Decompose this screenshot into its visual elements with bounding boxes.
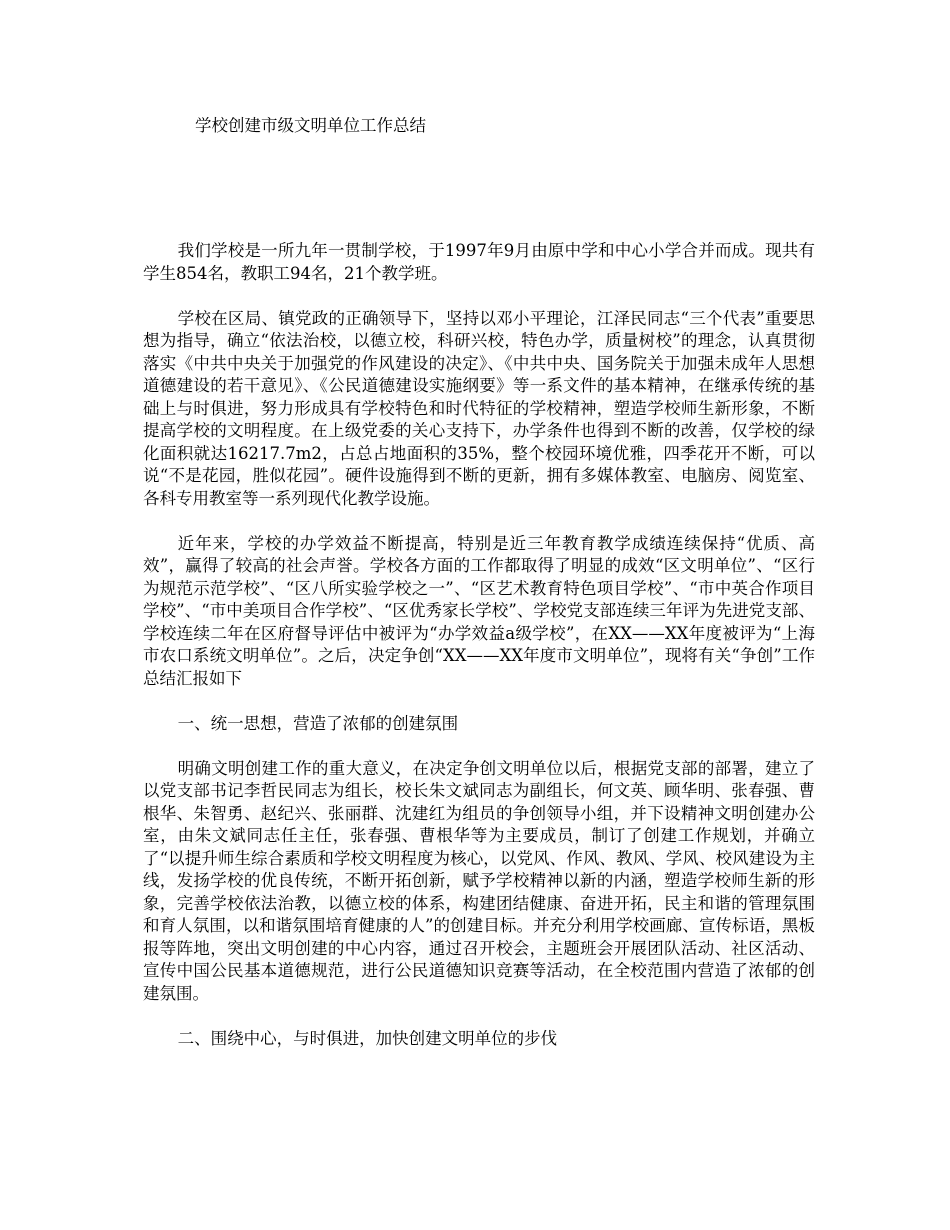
section-heading-1: 一、统一思想，营造了浓郁的创建氛围 [177, 713, 459, 733]
paragraph-section-1: 明确文明创建工作的重大意义，在决定争创文明单位以后，根据党支部的部署，建立了以党支部书记李哲民同志为组长，校长朱文斌同志为副组长，何文英、顾华明、张春强、曹根华、朱智勇、赵纪兴、张丽群、沈建红为组员的争创领导小组，并下设精神文明创建办公室，由朱文斌同志任主任，张春强、曹根华等为主要成员，制订了创建工作规划，并确立了“以提升师生综合素质和学校文明程度为核心，以党风、作风、教风、学风、校风建设为主线，发扬学校的优良传统，不断开拓创新，赋予学校精神以新的内涵，塑造学校师生新的形象，完善学校依法治教，以德立校的体系，构建团结健康、奋进开拓，民主和谐的管理氛围和育人氛围，以和谐氛围培育健康的人”的创建目标。并充分利用学校画廊、宣传标语，黑板报等阵地，突出文明创建的中心内容，通过召开校会，主题班会开展团队活动、社区活动、宣传中国公民基本道德规范，进行公民道德知识竞赛等活动，在全校范围内营造了浓郁的创建氛围。 [143, 758, 815, 1003]
section-heading-2: 二、围绕中心，与时俱进，加快创建文明单位的步伐 [177, 1028, 558, 1048]
paragraph-achievements: 近年来，学校的办学效益不断提高，特别是近三年教育教学成绩连续保持“优质、高效”，赢得了较高的社会声誉。学校各方面的工作都取得了明显的成效“区文明单位”、“区行为规范示范学校”、“区八所实验学校之一”、“区艺术教育特色项目学校”、“市中英合作项目学校”、“市中美项目合作学校”、“区优秀家长学校”、学校党支部连续三年评为先进党支部、学校连续二年在区府督导评估中被评为“办学效益a级学校”，在XX——XX年度被评为“上海市农口系统文明单位”。之后，决定争创“XX——XX年度市文明单位”，现将有关“争创”工作总结汇报如下 [143, 533, 815, 688]
paragraph-school-overview: 学校在区局、镇党政的正确领导下，坚持以邓小平理论，江泽民同志“三个代表”重要思想为指导，确立“依法治校，以德立校，科研兴校，特色办学，质量树校”的理念，认真贯彻落实《中共中央关于加强党的作风建设的决定》、《中共中央、国务院关于加强未成年人思想道德建设的若干意见》、《公民道德建设实施纲要》等一系文件的基本精神，在继承传统的基础上与时俱进，努力形成具有学校特色和时代特征的学校精神，塑造学校师生新形象，不断提高学校的文明程度。在上级党委的关心支持下，办学条件也得到不断的改善，仅学校的绿化面积就达16217.7m2，占总占地面积的35%，整个校园环境优雅，四季花开不断，可以说“不是花园，胜似花园”。硬件设施得到不断的更新，拥有多媒体教室、电脑房、阅览室、各科专用教室等一系列现代化教学设施。 [143, 308, 815, 508]
document-body [143, 240, 815, 1073]
paragraph-intro: 我们学校是一所九年一贯制学校，于1997年9月由原中学和中心小学合并而成。现共有学生854名，教职工94名，21个教学班。 [143, 241, 815, 283]
document-title: 学校创建市级文明单位工作总结 [195, 116, 426, 135]
